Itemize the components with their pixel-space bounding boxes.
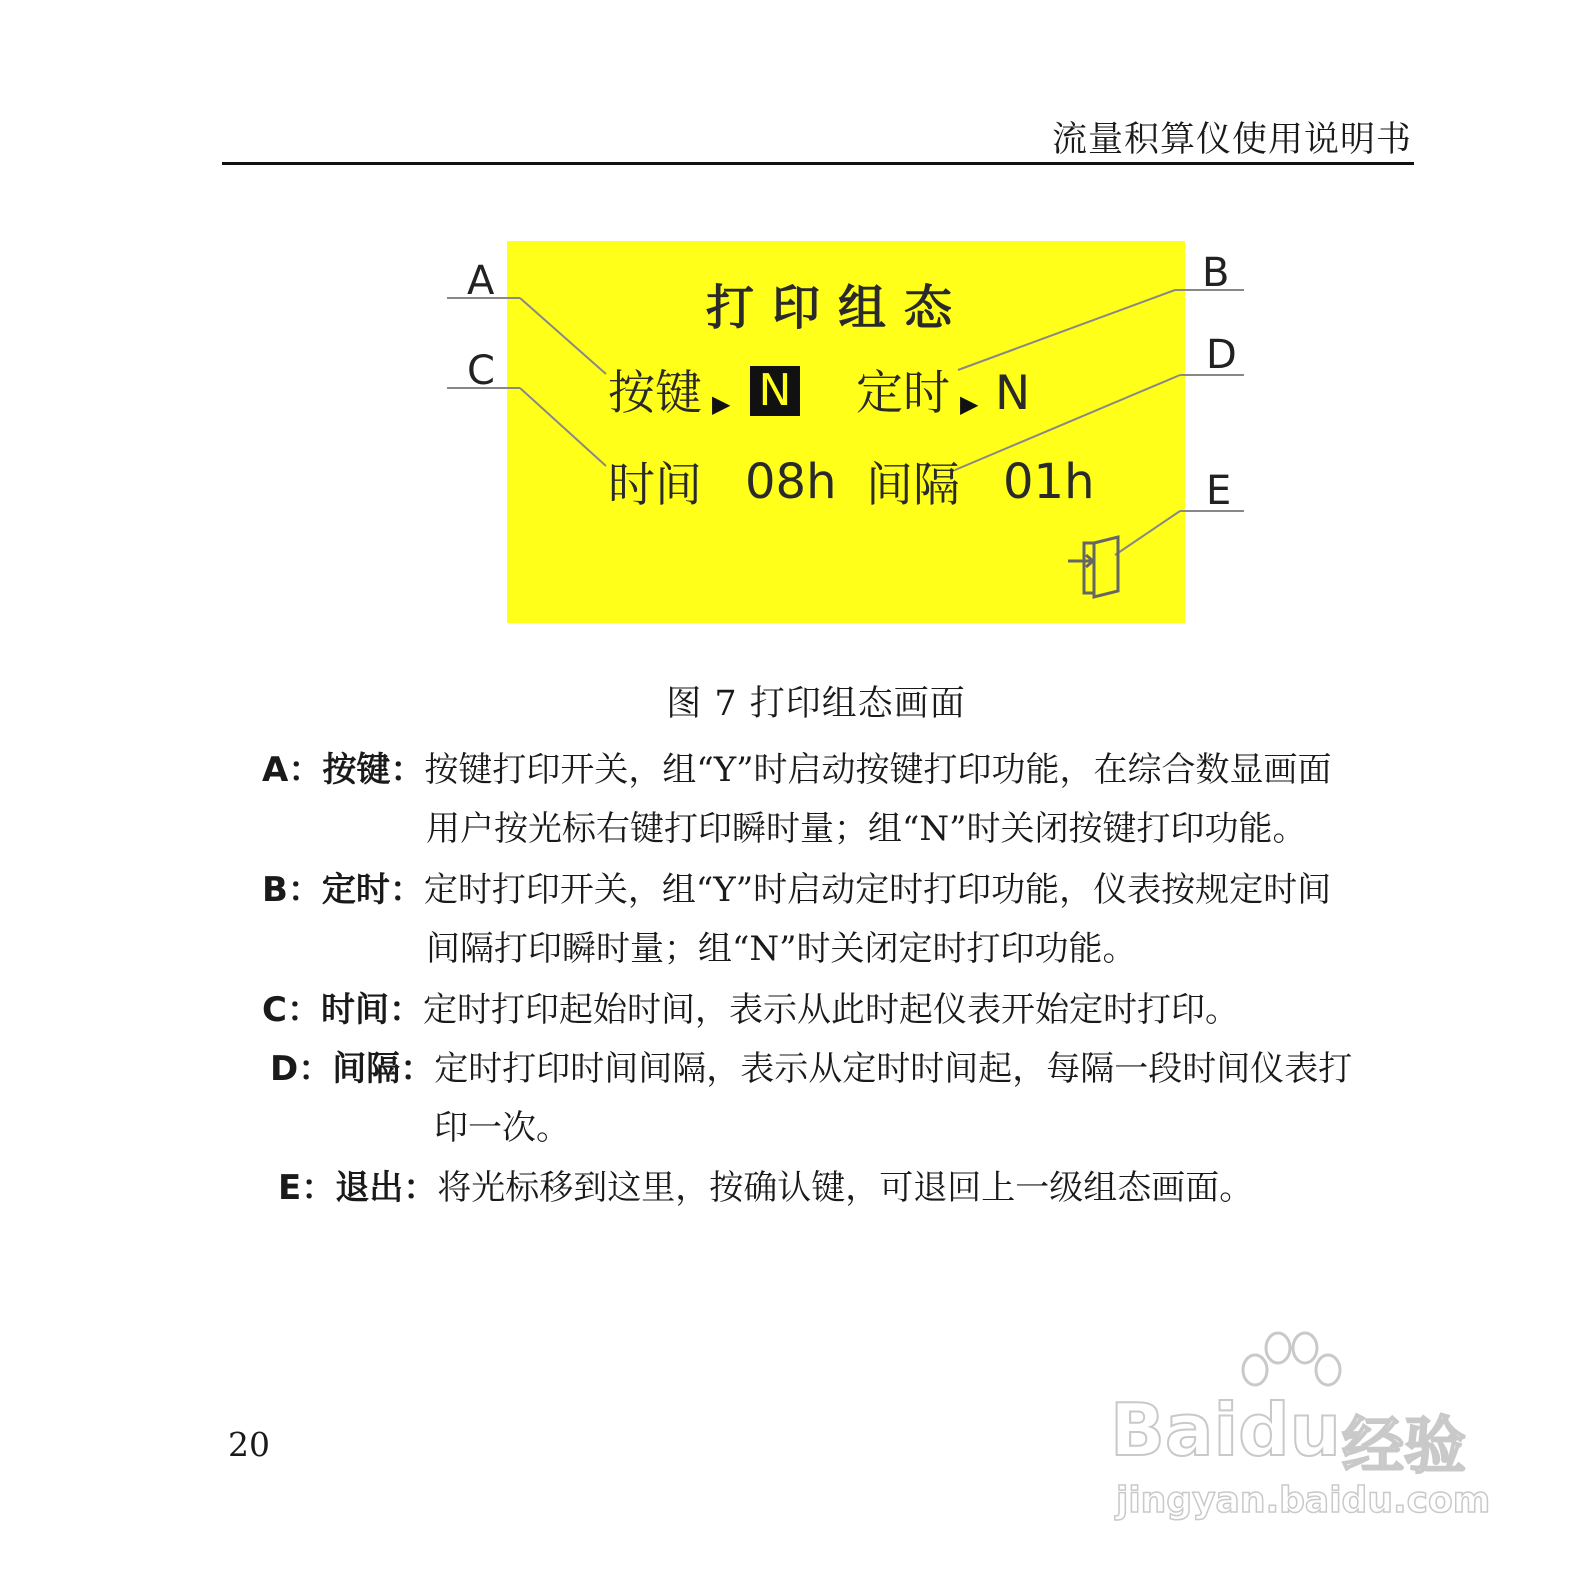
lcd-interval-value: 01h	[1003, 454, 1095, 510]
lcd-key-arrow-icon: ▶	[712, 390, 731, 418]
lcd-title: 打印组态	[706, 280, 971, 336]
lcd-time-value: 08h	[745, 454, 837, 510]
description-d-line-2: 印一次。	[434, 1108, 570, 1148]
baidu-watermark	[1110, 1330, 1490, 1530]
description-d-line-1: 定时打印时间间隔，表示从定时时间起，每隔一段时间仪表打	[434, 1049, 1353, 1089]
figure-caption: 图 7 打印组态画面	[666, 684, 966, 724]
callout-label-c: C	[467, 348, 495, 394]
lcd-timer-value: N	[995, 366, 1031, 421]
callout-label-d: D	[1206, 332, 1237, 378]
callout-label-a: A	[467, 258, 495, 304]
watermark-cn: 经验	[1342, 1409, 1467, 1482]
description-b-line-2: 间隔打印瞬时量；组“N”时关闭定时打印功能。	[426, 929, 1137, 969]
lcd-figure	[0, 0, 1584, 640]
description-e-key: E：退出：	[278, 1168, 438, 1208]
callout-b-leader	[958, 290, 1175, 370]
callout-label-e: E	[1206, 468, 1232, 514]
watermark-brand: Baidu	[1110, 1388, 1341, 1472]
description-b-line-1: 定时打印开关，组“Y”时启动定时打印功能，仪表按规定时间	[423, 870, 1332, 910]
page-number: 20	[228, 1425, 270, 1464]
callout-label-b: B	[1202, 250, 1230, 296]
description-c-line-1: 定时打印起始时间，表示从此时起仪表开始定时打印。	[422, 990, 1239, 1030]
lcd-key-value: N	[750, 366, 800, 416]
description-a-line-1: 按键打印开关，组“Y”时启动按键打印功能，在综合数显画面	[424, 750, 1332, 790]
description-c-key: C：时间：	[262, 990, 423, 1030]
header-title: 流量积算仪使用说明书	[1051, 120, 1412, 160]
callout-a-leader	[520, 298, 606, 374]
description-d-key: D：间隔：	[270, 1049, 435, 1089]
watermark-url: jingyan.baidu.com	[1116, 1480, 1491, 1521]
description-a-key: A：按键：	[262, 750, 425, 790]
lcd-key-label: 按键	[608, 366, 702, 421]
description-b-key: B：定时：	[262, 870, 424, 910]
lcd-timer-label: 定时	[856, 366, 950, 421]
callout-c-leader	[520, 388, 606, 466]
lcd-time-label: 时间	[608, 458, 702, 513]
exit-icon	[1066, 535, 1136, 605]
lcd-interval-label: 间隔	[866, 458, 960, 513]
description-a-line-2: 用户按光标右键打印瞬时量；组“N”时关闭按键打印功能。	[426, 809, 1307, 849]
lcd-timer-arrow-icon: ▶	[960, 390, 979, 418]
description-e-line-1: 将光标移到这里，按确认键，可退回上一级组态画面。	[437, 1168, 1254, 1208]
